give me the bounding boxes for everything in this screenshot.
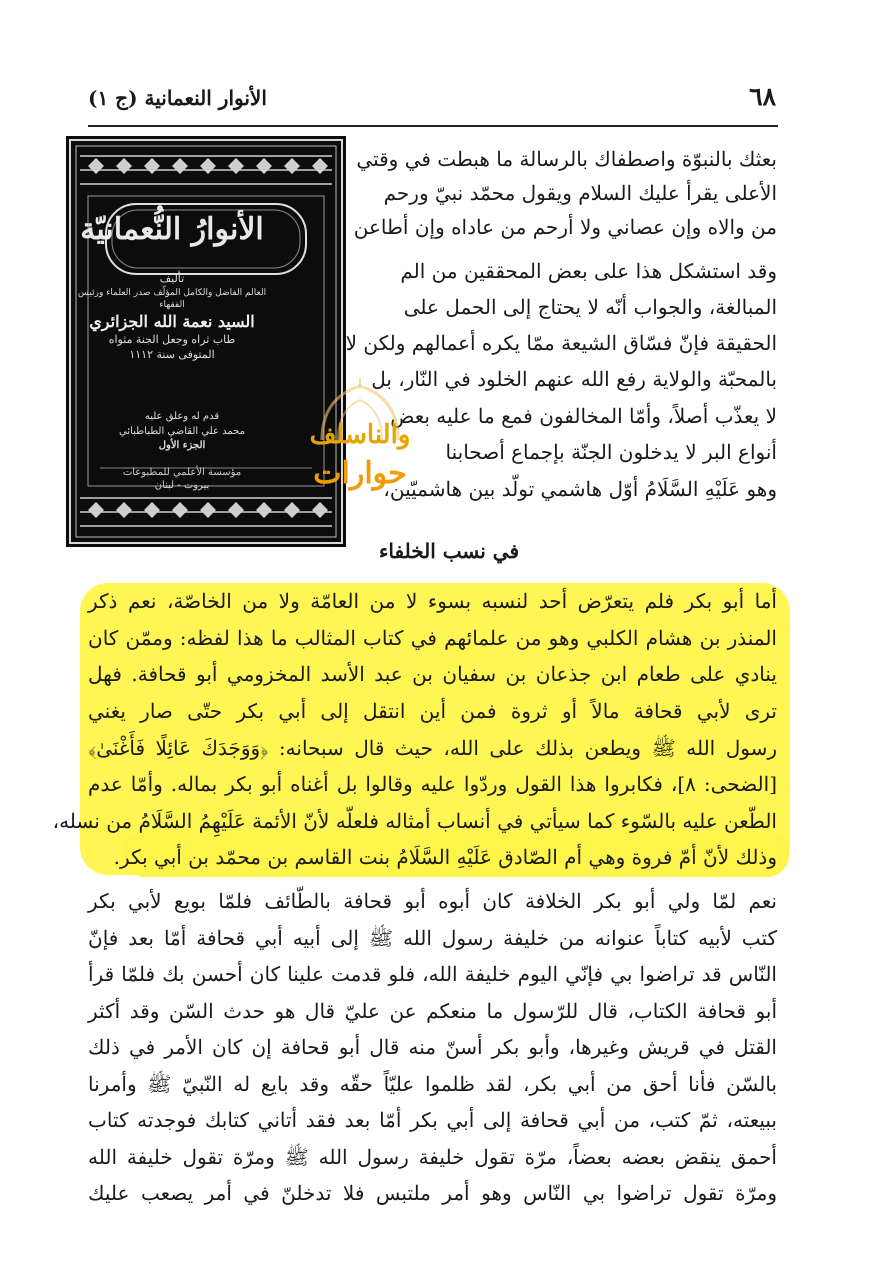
text-line: وذلك لأنّ أمّ فروة وهي أم الصّادق عَلَيْهِ السَّلَامُ بنت القاسم بن محمّد بن أبي بكر. [113,845,777,869]
cover-editor-line: محمد علي القاضي الطباطبائي [119,425,245,437]
text-line: كتب لأبيه كتاباً عنوانه من خليفة رسول الله ﷺ إلى أبيه أبي قحافة أمّا بعد فإنّ [88,926,777,950]
text-line: أحمق ينقض بعضه بعضاً، مرّة تقول خليفة رسول الله ﷺ ومرّة تقول خليفة الله [88,1145,777,1169]
header-rule [88,125,778,127]
cover-publisher [112,466,252,492]
page-header [88,82,776,116]
cover-title: الأنوارُ النُّعمانيّة [80,212,264,247]
cover-author-line: العالم الفاضل والكامل المؤلّف صدر العلماء ورئيس الفقهاء [77,287,267,310]
text-line: القتل في قريش وغيرها، وأبو بكر أسنّ منه قال أبو قحافة إن كان الأمر في ذلك [88,1035,777,1059]
cover-volume: الجزء الأول [158,440,206,451]
text-line: النّاس قد تراضوا بي فإنّي اليوم خليفة الله، فلو قدمت علينا كان أحسن بك فلمّا قرأ [88,962,777,986]
text-line: بالسّن فأنا أحق من أبي بكر، لقد ظلموا عليّاً حقّه وقد بايع له النّبيّ ﷺ وأمرنا [88,1072,777,1096]
cover-author-block [74,272,270,362]
watermark-logo [298,378,422,510]
text-line: أبو قحافة الكتاب، قال للرّسول ما منعكم عن عليّ قال هو حدث السّن وقد أكثر [88,999,777,1023]
text-line: لا يعذّب أصلاً، وأمّا المخالفون فمع ما عليه بعض [390,404,777,428]
text-line: بالمحبّة والولاية رفع الله عنهم الخلود في النّار، بل [371,367,777,391]
section-heading: في نسب الخلفاء [379,539,519,563]
text-line: أما أبو بكر فلم يتعرّض أحد لنسبه بسوء لا من العامّة ولا من الخاصّة، نعم ذكر [88,589,777,613]
text-line: من والاه وإن عصاني ولا أرحم من عاداه وإن أطاعن [353,215,777,239]
text-line: الطّعن عليه بالسّوء كما سيأتي في أنساب أمثاله فلعلّه لأنّ الأئمة عَلَيْهِمُ السَّلَامُ من نسله، [52,809,777,833]
cover-author-line: المتوفى سنة ١١١٢ [129,347,215,361]
text-line: ببيعته، ثمّ كتب، من أبي قحافة إلى أبي بكر أمّا بعد فقد أتاني كتابك فوجدته كتاب [88,1108,777,1132]
text-line: [الضحى: ٨]، فكابروا هذا القول وردّوا عليه وقالوا بل أغناه أبو بكر بماله. وأمّا عدم [88,772,777,796]
page-number: ٦٨ [749,82,776,111]
text-line: الأعلى يقرأ عليك السلام ويقول محمّد نبيّ ورحم [383,181,777,205]
text-line: وهو عَلَيْهِ السَّلَامُ أوّل هاشمي تولّد بين هاشميّين، [383,477,777,501]
text-line: أنواع البر لا يدخلون الجنّة بإجماع أصحابنا [445,440,777,464]
text-line: المبالغة، والجواب أنّه لا يحتاج إلى الحمل على [403,295,777,319]
watermark-text: والناسلف [309,420,411,450]
text-line: الحقيقة فإنّ فسّاق الشيعة ممّا يكره أعمالهم ولكن لا [345,331,777,355]
watermark-text: حوارات [313,456,407,491]
cover-editor-block [112,410,252,454]
text-line: ترى لأبي قحافة مالاً أو ثروة فمن أين انتقل إلى أبي بكر حتّى صار يغني [88,699,777,723]
text-line: بعثك بالنبوّة واصطفاك بالرسالة ما هبطت في وقتي [356,147,777,171]
cover-author-name: السيد نعمة الله الجزائري [89,312,255,332]
running-title: الأنوار النعمانية (ج ١) [88,86,267,110]
text-line: ينادي على طعام ابن جذعان بن سفيان بن عبد الأسد المخزومي أبو قحافة. فهل [88,662,777,686]
cover-publisher-line: بيروت - لبنان [154,480,210,491]
text-line: وقد استشكل هذا على بعض المحققين من الم [400,259,777,283]
text-line: رسول الله ﷺ ويطعن بذلك على الله، حيث قال سبحانه: ﴿وَوَجَدَكَ عَائِلًا فَأَغْنَىٰ﴾ [88,736,777,760]
cover-editor-line: قدم له وعلق عليه [144,411,220,422]
text-line: نعم لمّا ولي أبو بكر الخلافة كان أبوه أبو قحافة بالطّائف فلمّا بويع لأبي بكر [88,889,777,913]
text-line: المنذر بن هشام الكلبي وهو من علمائهم في كتاب المثالب ما هذا لفظه: وممّن كان [88,626,777,650]
cover-publisher-line: مؤسسة الأعلمي للمطبوعات [122,467,242,478]
text-line: ومرّة تقول تراضوا بي النّاس وهو أمر ملتبس فلا تدخلنّ في أمر يصعب عليك [88,1181,777,1205]
cover-author-line: طاب ثراه وجعل الجنة مثواه [108,332,236,346]
cover-author-line: تأليف [159,272,185,285]
